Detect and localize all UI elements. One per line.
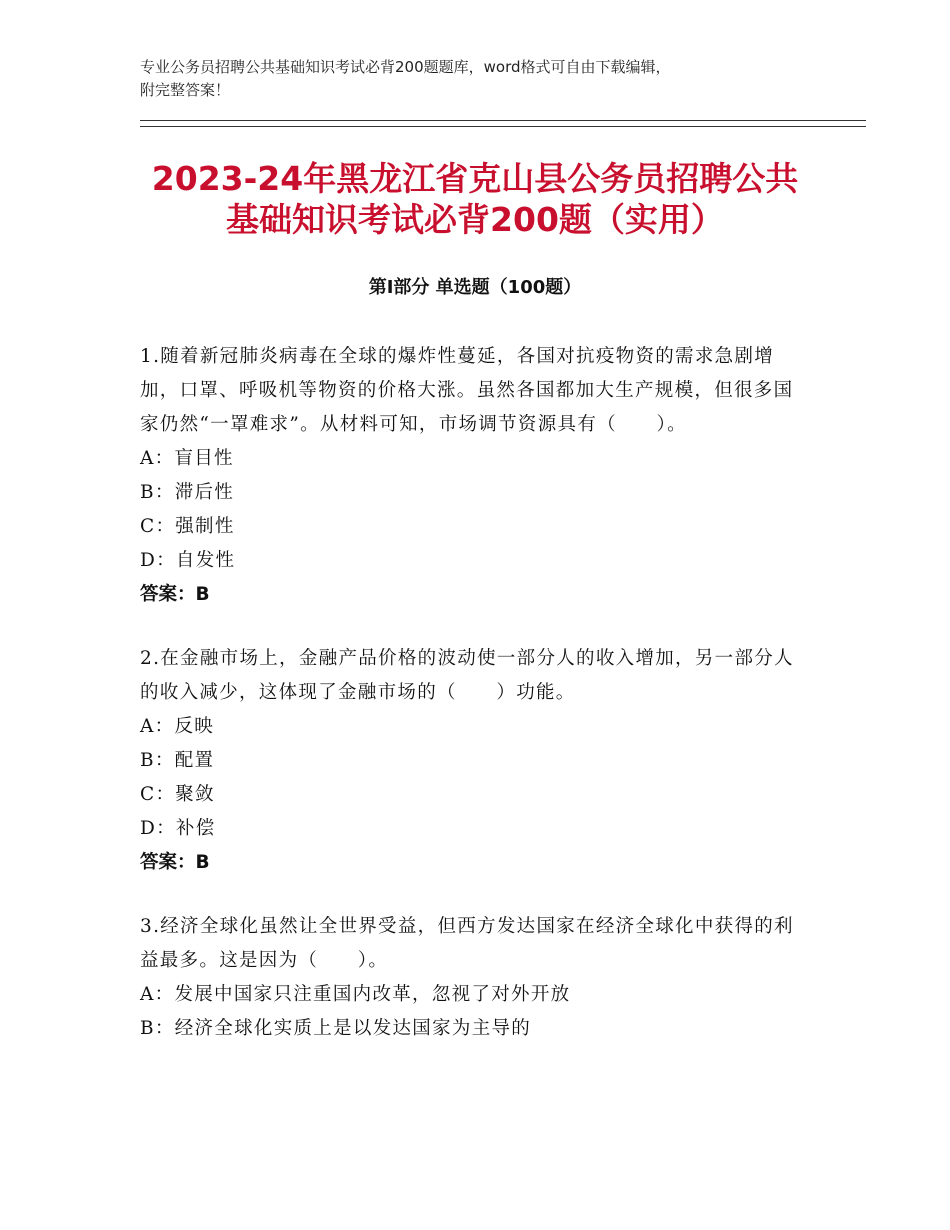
- header-note: [140, 56, 820, 102]
- question-list: [140, 340, 800, 1076]
- option-d: D：自发性: [140, 550, 236, 571]
- question-stem: 3.经济全球化虽然让全世界受益，但西方发达国家在经济全球化中获得的利益最多。这是因为（ ）。: [140, 916, 794, 971]
- option-b: B：经济全球化实质上是以发达国家为主导的: [140, 1018, 532, 1039]
- question-3: [140, 910, 800, 1046]
- question-stem: 2.在金融市场上，金融产品价格的波动使一部分人的收入增加，另一部分人的收入减少，这体现了金融市场的（ ）功能。: [140, 648, 794, 703]
- option-c: C：强制性: [140, 516, 235, 537]
- option-a: A：反映: [140, 716, 215, 737]
- header-divider: [140, 120, 866, 127]
- option-b: B：配置: [140, 750, 215, 771]
- title-line-2: 基础知识考试必背200题（实用）: [226, 200, 724, 239]
- title-line-1: 2023-24年黑龙江省克山县公务员招聘公共: [151, 159, 799, 198]
- option-d: D：补偿: [140, 818, 216, 839]
- option-a: A：发展中国家只注重国内改革，忽视了对外开放: [140, 984, 571, 1005]
- option-c: C：聚敛: [140, 784, 215, 805]
- option-a: A：盲目性: [140, 448, 234, 469]
- question-stem: 1.随着新冠肺炎病毒在全球的爆炸性蔓延，各国对抗疫物资的需求急剧增加，口罩、呼吸机等物资的价格大涨。虽然各国都加大生产规模，但很多国家仍然“一罩难求”。从材料可知，市场调节资源具有（ ）。: [140, 346, 794, 435]
- section-heading: 第Ⅰ部分 单选题（100题）: [368, 277, 582, 298]
- header-note-line-1: 专业公务员招聘公共基础知识考试必背200题题库，word格式可自由下载编辑，: [140, 58, 671, 76]
- header-note-line-2: 附完整答案！: [140, 81, 231, 99]
- answer: 答案：B: [140, 852, 210, 873]
- document-title: [100, 158, 850, 240]
- option-b: B：滞后性: [140, 482, 235, 503]
- answer: 答案：B: [140, 584, 210, 605]
- question-1: [140, 340, 800, 612]
- question-2: [140, 642, 800, 880]
